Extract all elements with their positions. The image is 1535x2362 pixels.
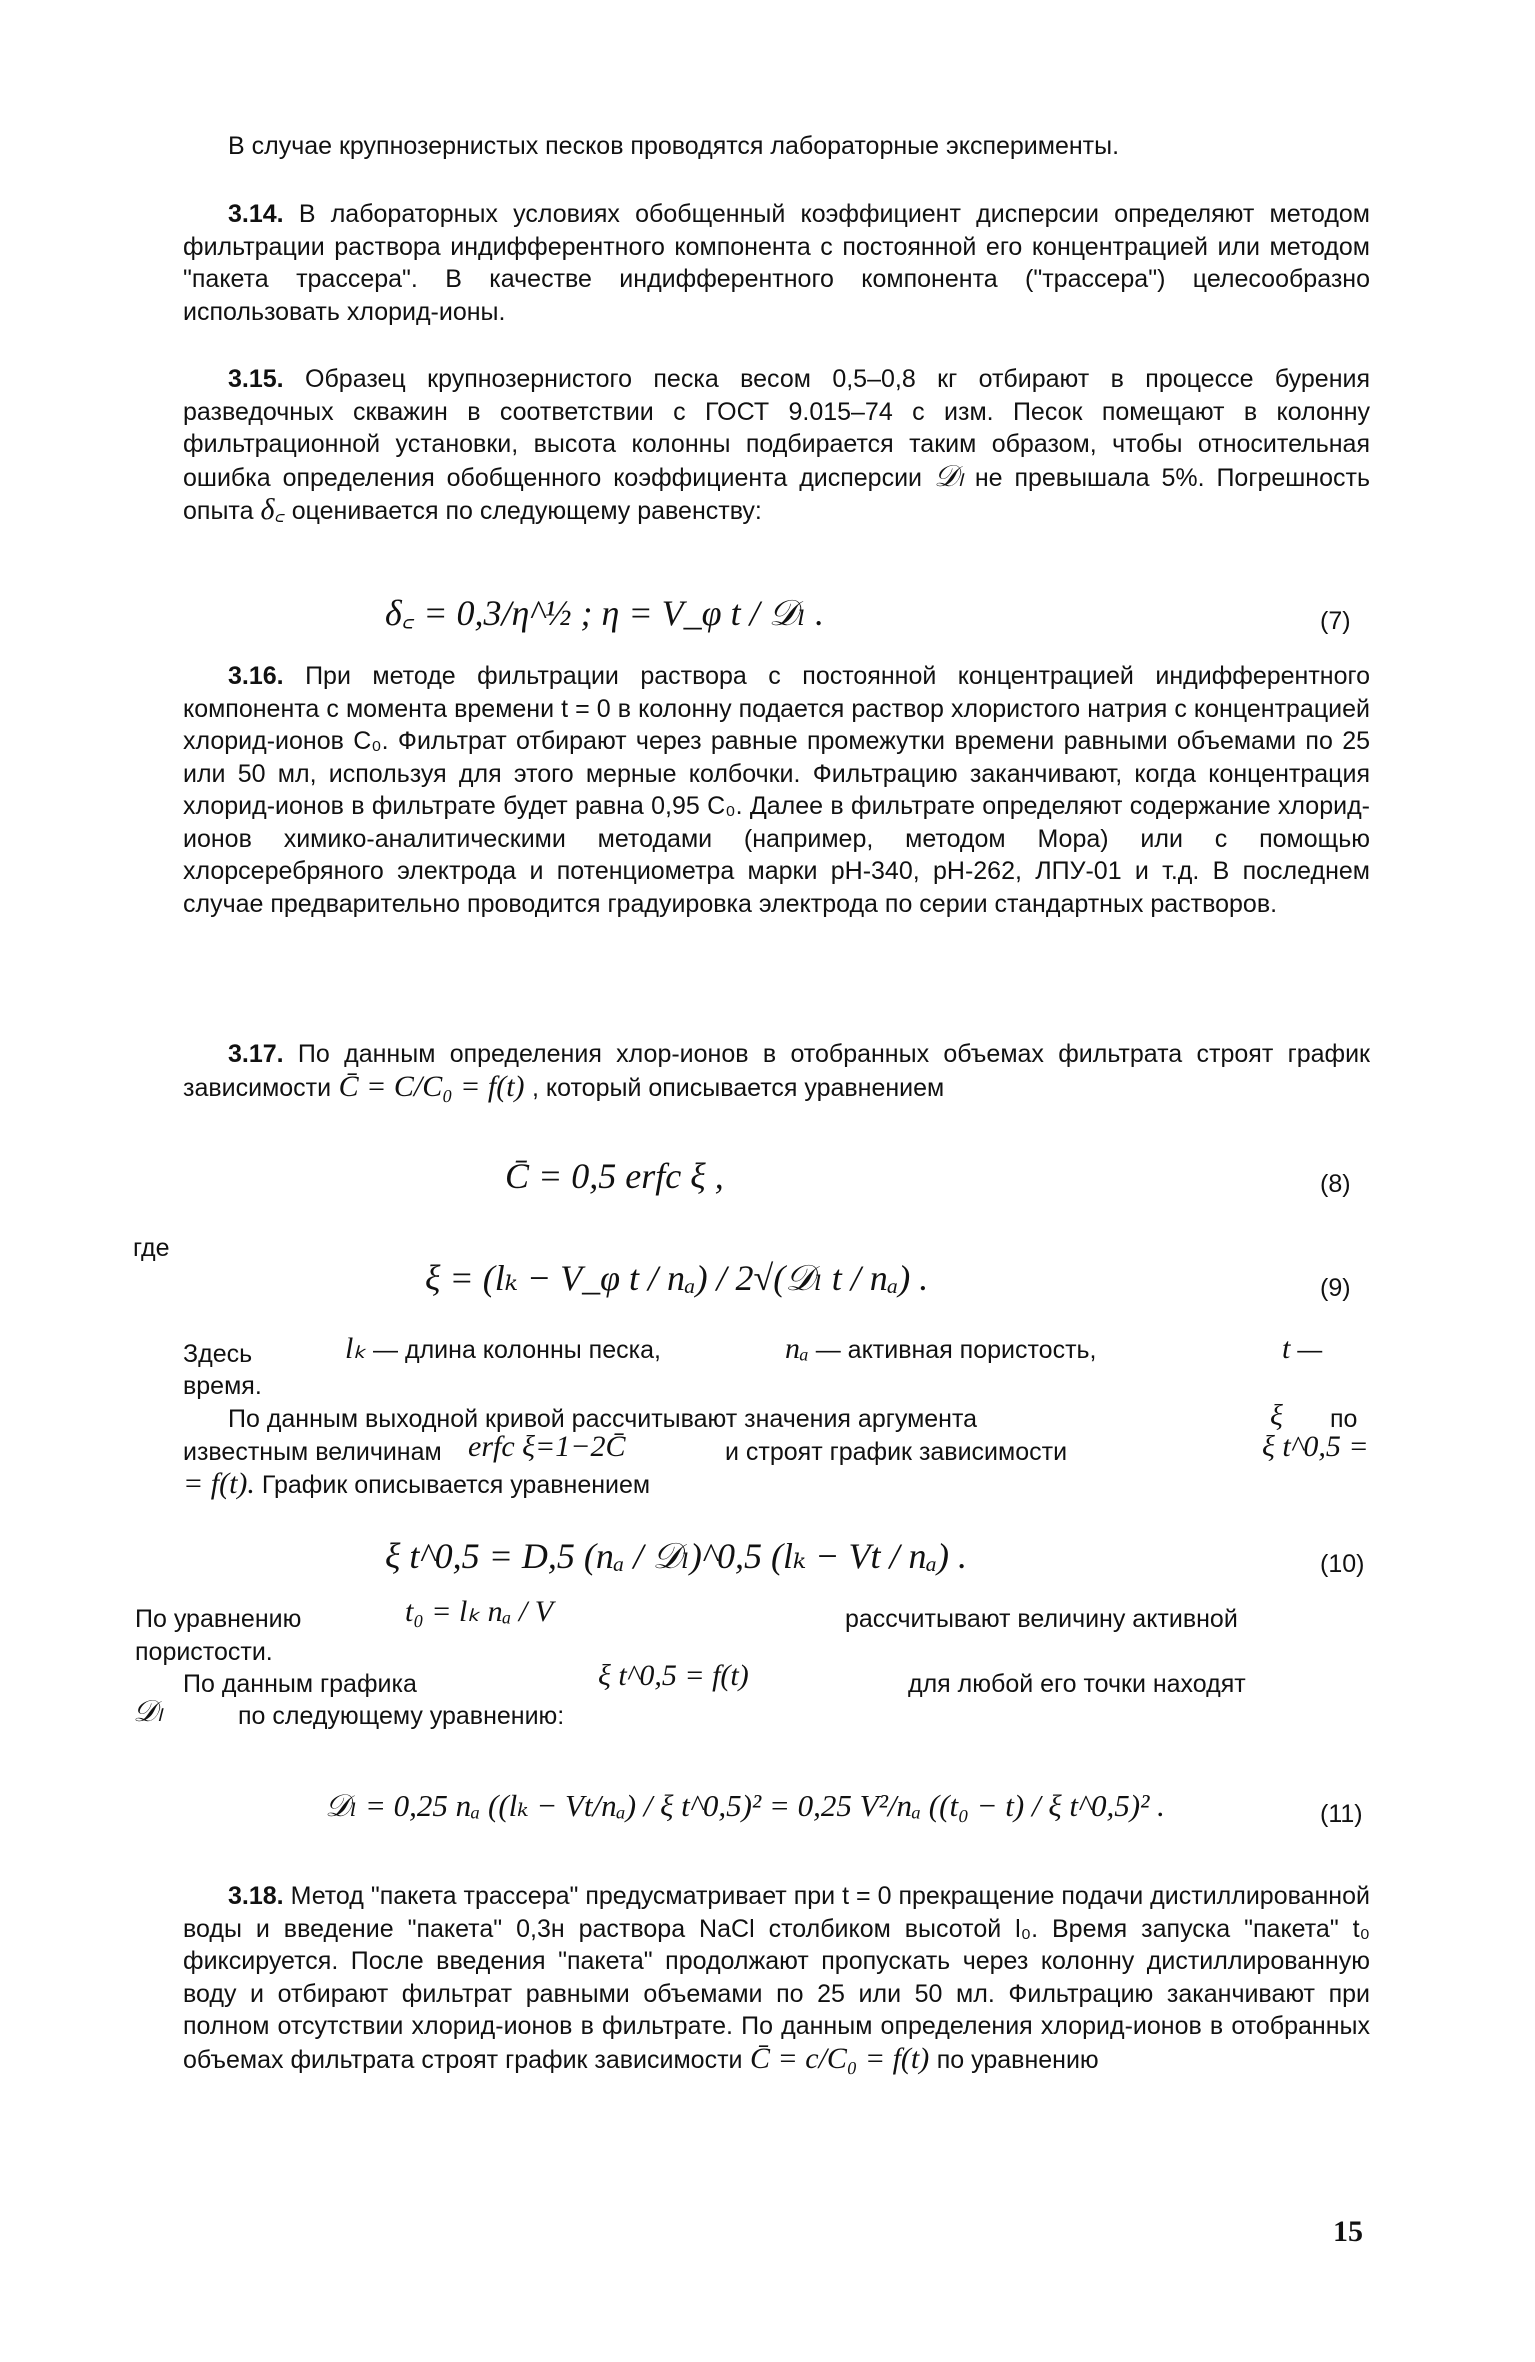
section-3-15 <box>183 363 1370 528</box>
section-text-2: по уравнению <box>936 2045 1099 2074</box>
po-ur-formula: t₀ = lₖ nₐ / V <box>405 1595 554 1628</box>
kriv-erfc: erfc ξ=1−2C̄ <box>468 1430 626 1463</box>
section-text: При методе фильтрации раствора с постоянной концентрацией индифферентного компонента с момента времени t = 0 в колонну подается раствор хлористого натрия с концентрацией хлорид-ионов C₀. Фильтрат отбирают через равные промежутки времени равными объемами по 25 или 50 мл, используя для этого мерные колбочки. Фильтрацию заканчивают, когда концентрация хлорид-ионов в фильтрате будет равна 0,95 C₀. Далее в фильтрате определяют содержание хлорид-ионов химико-аналитическими методами (например, методом Мора) или с помощью хлорсеребряного электрода и потенциометра марки pH-340, pH-262, ЛПУ-01 и т.д. В последнем случае предварительно проводится градуировка электрода по серии стандартных растворов. <box>183 662 1370 918</box>
kriv-f: ξ t^0,5 = <box>1262 1430 1369 1463</box>
section-3-16 <box>183 660 1370 920</box>
po-ur-text: рассчитывают величину активной <box>845 1605 1238 1633</box>
zdes-t: t — <box>1282 1332 1323 1365</box>
section-number: 3.15. <box>228 365 284 393</box>
zdes-na: nₐ — активная пористость, <box>785 1332 1097 1365</box>
po-gr-dl: 𝒟ₗ <box>133 1695 162 1728</box>
kriv-line-4: = f(t). График описывается уравнением <box>183 1467 651 1500</box>
section-text-3: оценивается по следующему равенству: <box>284 497 762 525</box>
po-gr-formula: ξ t^0,5 = f(t) <box>598 1659 749 1692</box>
equation-9: ξ = (lₖ − V_φ t / nₐ) / 2√(𝒟ₗ t / nₐ) . <box>425 1258 929 1298</box>
equation-10: ξ t^0,5 = D,5 (nₐ / 𝒟ₗ)^0,5 (lₖ − Vt / nₐ) . <box>385 1536 967 1576</box>
section-text: В лабораторных условиях обобщенный коэффициент дисперсии определяют методом фильтрации раствора индифферентного компонента с постоянной его концентрацией или методом "пакета трассера". В качестве индифферентного компонента ("трассера") целесообразно использовать хлорид-ионы. <box>183 200 1370 326</box>
kriv-line-2: известным величинам <box>183 1438 442 1466</box>
equation-10-number: (10) <box>1320 1550 1365 1578</box>
kriv-xi: ξ <box>1270 1399 1283 1432</box>
section-text-2: , который описывается уравнением <box>532 1073 945 1102</box>
var-dc: δ꜀ <box>260 493 285 526</box>
equation-9-number: (9) <box>1320 1274 1351 1302</box>
zdes-lk: lₖ — длина колонны песка, <box>345 1332 661 1365</box>
po-gr-text: для любой его точки находят <box>908 1670 1246 1698</box>
section-text: Метод "пакета трассера" предусматривает при t = 0 прекращение подачи дистиллированной воды и введение "пакета" 0,3н раствора NaCl столбиком высотой l₀. Время запуска "пакета" t₀ фиксируется. После введения "пакета" продолжают пропускать через колонну дистиллированную воду и отбирают фильтрат равными объемами по 25 или 50 мл. Фильтрацию заканчивают при полном отсутствии хлорид-ионов в фильтрате. По данным определения хлорид-ионов в отобранных объемах фильтрата строят график зависимости <box>183 1882 1370 2074</box>
po-ur-lead: По уравнению <box>135 1605 302 1633</box>
where-label: где <box>133 1234 170 1262</box>
section-text: Образец крупнозернистого песка весом 0,5–0,8 кг отбирают в процессе бурения разведочных скважин в соответствии с ГОСТ 9.015–74 с изм. Песок помещают в колонну фильтрационной установки, высота колонны подбирается таким образом, чтобы относительная ошибка определения обобщенного коэффициента дисперсии <box>183 365 1370 492</box>
kriv-line-1: По данным выходной кривой рассчитывают значения аргумента <box>228 1405 978 1433</box>
equation-7-number: (7) <box>1320 607 1351 635</box>
zdes-vremya: время. <box>183 1372 262 1400</box>
equation-8: C̄ = 0,5 erfc ξ , <box>505 1156 724 1196</box>
intro-paragraph: В случае крупнозернистых песков проводятся лабораторные эксперименты. <box>228 132 1120 160</box>
section-number: 3.14. <box>228 200 284 228</box>
section-3-18 <box>183 1880 1370 2076</box>
po-ur-poristost: пористости. <box>135 1638 273 1666</box>
equation-11: 𝒟ₗ = 0,25 nₐ ((lₖ − Vt/nₐ) / ξ t^0,5)² = 0,25 V²/nₐ ((t₀ − t) / ξ t^0,5)² . <box>325 1788 1165 1823</box>
po-gr-text-2: по следующему уравнению: <box>238 1702 565 1730</box>
kriv-line-3: и строят график зависимости <box>725 1438 1068 1466</box>
section-3-14 <box>183 198 1370 328</box>
formula-c-bar: C̄ = c/C₀ = f(t) <box>742 2041 937 2075</box>
equation-8-number: (8) <box>1320 1170 1351 1198</box>
section-number: 3.16. <box>228 662 284 690</box>
var-dl: 𝒟ₗ <box>933 459 963 493</box>
kriv-po: по <box>1330 1405 1358 1433</box>
formula-c-bar: C̄ = C/C₀ = f(t) <box>331 1069 533 1103</box>
section-number: 3.18. <box>228 1882 284 1910</box>
section-number: 3.17. <box>228 1040 284 1068</box>
section-text-2: не превышала 5%. Погрешность опыта <box>183 463 1370 525</box>
equation-7: δ꜀ = 0,3/η^½ ; η = V_φ t / 𝒟ₗ . <box>385 593 825 633</box>
equation-11-number: (11) <box>1320 1800 1363 1828</box>
page-number: 15 <box>1333 2215 1363 2248</box>
po-gr-lead: По данным графика <box>183 1670 417 1698</box>
section-text: По данным определения хлор-ионов в отобранных объемах фильтрата строят график зависимости <box>183 1040 1370 1102</box>
zdes-lead: Здесь <box>183 1340 253 1368</box>
section-3-17 <box>183 1038 1370 1104</box>
